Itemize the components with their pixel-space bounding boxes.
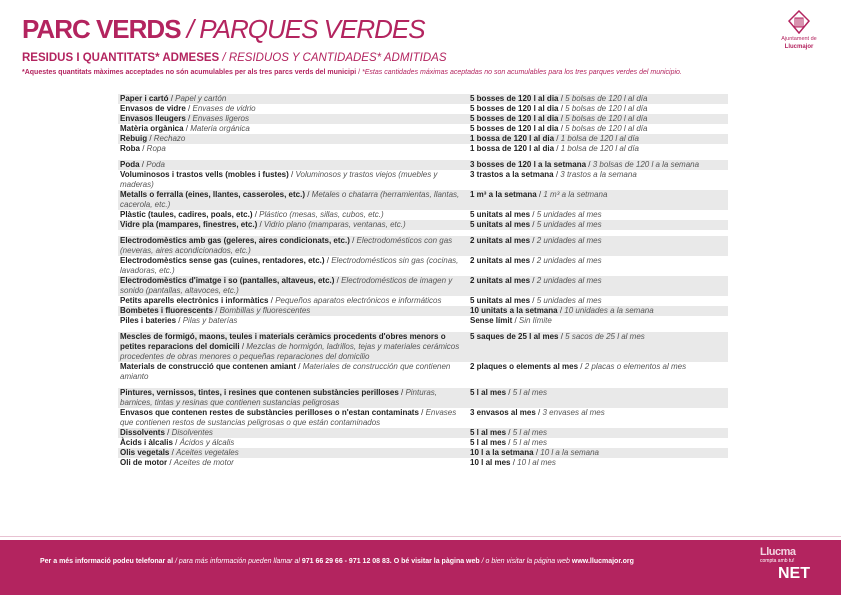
waste-type-spanish: Voluminosos y trastos viejos (muebles y maderas) xyxy=(120,170,438,189)
table-row xyxy=(118,124,728,134)
waste-type-spanish: Aceites de motor xyxy=(173,458,234,467)
waste-type-catalan: Àcids i àlcalis xyxy=(120,438,173,447)
waste-type-catalan: Materials de construcció que contenen amiant xyxy=(120,362,297,371)
quantity-spanish: 5 unidades al mes xyxy=(536,210,602,219)
table-row xyxy=(118,210,728,220)
quantity: 5 unitats al mes / 5 unidades al mes xyxy=(470,296,602,305)
waste-type-catalan: Olis vegetals xyxy=(120,448,170,457)
waste-type-catalan: Petits aparells electrònics i informàtics xyxy=(120,296,269,305)
footer-text-spanish: / para más información pueden llamar al xyxy=(173,558,302,565)
quantity: 3 trastos a la setmana / 3 trastos a la semana xyxy=(470,170,637,179)
quantity-spanish: 3 bolsas de 120 l a la semana xyxy=(592,160,700,169)
waste-type: Roba / Ropa xyxy=(120,144,166,153)
waste-type-catalan: Poda xyxy=(120,160,140,169)
waste-type: Bombetes i fluorescents / Bombillas y fluorescentes xyxy=(120,306,311,315)
title-spanish: PARQUES VERDES xyxy=(199,14,425,44)
waste-type-catalan: Pintures, vernissos, tintes, i resines que contenen substàncies perilloses xyxy=(120,388,399,397)
table-row xyxy=(118,438,728,448)
table-row xyxy=(118,332,728,362)
quantity-catalan: 5 l al mes xyxy=(470,428,507,437)
quantity: 5 l al mes / 5 l al mes xyxy=(470,428,547,437)
quantity-spanish: 10 l al mes xyxy=(517,458,556,467)
table-row xyxy=(118,362,728,382)
table-row xyxy=(118,160,728,170)
waste-type: Àcids i àlcalis / Ácidos y álcalis xyxy=(120,438,235,447)
quantity-catalan: 1 m³ a la setmana xyxy=(470,190,537,199)
waste-type-spanish: Materia orgánica xyxy=(190,124,250,133)
quantity-spanish: 5 l al mes xyxy=(512,428,547,437)
quantity: 5 saques de 25 l al mes / 5 sacos de 25 l al mes xyxy=(470,332,645,341)
waste-type: Poda / Poda xyxy=(120,160,165,169)
waste-type-catalan: Mescles de formigó, maons, teules i materials ceràmics procedents d'obres menors o petites reparacions del domicili xyxy=(120,332,446,351)
waste-type-catalan: Oli de motor xyxy=(120,458,168,467)
quantity-catalan: 2 unitats al mes xyxy=(470,276,531,285)
waste-type-spanish: Materiales de construcción que contienen amianto xyxy=(120,362,451,381)
table-row xyxy=(118,114,728,124)
quantity-spanish: 5 l al mes xyxy=(512,388,547,397)
quantity-catalan: 10 l al mes xyxy=(470,458,511,467)
quantity-catalan: 10 unitats a la setmana xyxy=(470,306,558,315)
waste-type-spanish: Ácidos y álcalis xyxy=(179,438,235,447)
waste-type-spanish: Envases ligeros xyxy=(192,114,249,123)
subtitle-spanish: RESIDUOS Y CANTIDADES* ADMITIDAS xyxy=(228,52,447,64)
waste-type-spanish: Envases que contienen restos de sustancias peligrosas o que están contaminados xyxy=(120,408,457,427)
waste-type-catalan: Envasos de vidre xyxy=(120,104,186,113)
table-row xyxy=(118,276,728,296)
quantity: 5 unitats al mes / 5 unidades al mes xyxy=(470,210,602,219)
quantity-catalan: 5 bosses de 120 l al dia xyxy=(470,114,559,123)
quantity-spanish: 5 unidades al mes xyxy=(536,296,602,305)
coat-of-arms-icon xyxy=(788,10,810,34)
table-row xyxy=(118,134,728,144)
quantity-spanish: 2 unidades al mes xyxy=(536,276,602,285)
quantity: 5 l al mes / 5 l al mes xyxy=(470,388,547,397)
quantity-catalan: 5 l al mes xyxy=(470,438,507,447)
waste-type: Voluminosos i trastos vells (mobles i fustes) / Voluminosos y trastos viejos (muebles y maderas) xyxy=(120,170,438,189)
waste-type-spanish: Rechazo xyxy=(153,134,186,143)
footer xyxy=(0,540,841,595)
waste-type: Envasos que contenen restes de substàncies perilloses o n'estan contaminats / Envases que contienen restos de sustancias peligrosas o que están contaminados xyxy=(120,408,457,427)
waste-group xyxy=(118,388,728,468)
quantity: 5 l al mes / 5 l al mes xyxy=(470,438,547,447)
quantity: Sense límit / Sin límite xyxy=(470,316,552,325)
table-row xyxy=(118,144,728,154)
quantity-catalan: 5 saques de 25 l al mes xyxy=(470,332,559,341)
waste-type-spanish: Envases de vidrio xyxy=(192,104,256,113)
waste-type: Materials de construcció que contenen amiant / Materiales de construcción que contienen amianto xyxy=(120,362,451,381)
footer-phones: 971 66 29 66 - 971 12 08 83. O bé visitar la pàgina web xyxy=(301,558,480,565)
waste-type-spanish: Poda xyxy=(146,160,165,169)
waste-type-spanish: Metales o chatarra (herramientas, llantas, cacerola, etc.) xyxy=(120,190,460,209)
waste-type: Piles i bateries / Pilas y baterías xyxy=(120,316,238,325)
quantity: 2 unitats al mes / 2 unidades al mes xyxy=(470,276,602,285)
quantity-spanish: 3 trastos a la semana xyxy=(560,170,637,179)
waste-type-catalan: Matèria orgànica xyxy=(120,124,184,133)
quantity: 2 unitats al mes / 2 unidades al mes xyxy=(470,236,602,245)
quantity-spanish: 5 bolsas de 120 l al día xyxy=(565,104,648,113)
waste-type-spanish: Disolventes xyxy=(171,428,213,437)
table-row xyxy=(118,296,728,306)
quantity: 5 bosses de 120 l al dia / 5 bolsas de 120 l al día xyxy=(470,114,648,123)
quantity: 2 plaques o elements al mes / 2 placas o elementos al mes xyxy=(470,362,687,371)
waste-type: Vidre pla (mampares, finestres, etc.) / Vidrio plano (mamparas, ventanas, etc.) xyxy=(120,220,406,229)
footer-text-catalan: Per a més informació podeu telefonar al xyxy=(40,558,174,565)
waste-type-spanish: Electrodomésticos con gas (neveras, aires acondicionados, etc.) xyxy=(120,236,453,255)
waste-type: Pintures, vernissos, tintes, i resines que contenen substàncies perilloses / Pinturas, barnices, tintas y resinas que contienen sustancias peligrosas xyxy=(120,388,438,407)
quantity-spanish: 1 m³ a la setmana xyxy=(543,190,608,199)
table-row xyxy=(118,316,728,326)
waste-type: Dissolvents / Disolventes xyxy=(120,428,213,437)
table-row xyxy=(118,190,728,210)
waste-quantities-table xyxy=(118,94,728,474)
quantity-spanish: 5 bolsas de 120 l al día xyxy=(565,124,648,133)
waste-type-catalan: Envasos lleugers xyxy=(120,114,186,123)
waste-type: Envasos lleugers / Envases ligeros xyxy=(120,114,249,123)
waste-type-catalan: Dissolvents xyxy=(120,428,165,437)
quantity-catalan: 1 bossa de 120 l al dia xyxy=(470,144,555,153)
quantity: 5 bosses de 120 l al dia / 5 bolsas de 120 l al día xyxy=(470,94,648,103)
waste-type-catalan: Envasos que contenen restes de substàncies perilloses o n'estan contaminats xyxy=(120,408,419,417)
waste-type-spanish: Pinturas, barnices, tintas y resinas que contienen sustancias peligrosas xyxy=(120,388,438,407)
title-separator: / xyxy=(180,14,200,44)
waste-type-spanish: Aceites vegetales xyxy=(176,448,239,457)
title-catalan: PARC VERDS xyxy=(22,14,181,44)
quantity-spanish: Sin límite xyxy=(518,316,552,325)
quantity-spanish: 5 bolsas de 120 l al día xyxy=(565,114,648,123)
logo-text-line2: Llucmajor xyxy=(784,44,814,50)
table-row xyxy=(118,220,728,230)
waste-type-catalan: Vidre pla (mampares, finestres, etc.) xyxy=(120,220,258,229)
subtitle-separator: / xyxy=(219,52,229,64)
waste-type-catalan: Piles i bateries xyxy=(120,316,177,325)
quantity-catalan: 5 unitats al mes xyxy=(470,296,531,305)
footer-contact-text xyxy=(40,557,634,566)
quantity: 5 unitats al mes / 5 unidades al mes xyxy=(470,220,602,229)
table-row xyxy=(118,256,728,276)
footer-website-link[interactable]: www.llucmajor.org xyxy=(571,558,634,565)
waste-type: Oli de motor / Aceites de motor xyxy=(120,458,234,467)
quantity-spanish: 10 l a la semana xyxy=(540,448,599,457)
quantity-spanish: 1 bolsa de 120 l al día xyxy=(560,144,639,153)
waste-type-spanish: Vidrio plano (mamparas, ventanas, etc.) xyxy=(263,220,406,229)
quantity-catalan: 2 unitats al mes xyxy=(470,256,531,265)
quantity: 3 bosses de 120 l a la setmana / 3 bolsas de 120 l a la semana xyxy=(470,160,700,169)
table-row xyxy=(118,306,728,316)
note-separator: / xyxy=(356,69,363,76)
quantity-catalan: 5 bosses de 120 l al dia xyxy=(470,94,559,103)
quantity: 1 m³ a la setmana / 1 m³ a la setmana xyxy=(470,190,608,199)
waste-type-spanish: Bombillas y fluorescentes xyxy=(219,306,311,315)
quantity-spanish: 5 unidades al mes xyxy=(536,220,602,229)
footer-text2-spanish: / o bien visitar la página web xyxy=(479,558,572,565)
waste-type-spanish: Pilas y baterías xyxy=(182,316,238,325)
note-catalan: *Aquestes quantitats màximes acceptades no són acumulables per als tres parcs verds del municipi xyxy=(22,69,357,76)
llucmanet-logo-line1: Llucma xyxy=(760,546,796,558)
waste-type-catalan: Rebuig xyxy=(120,134,148,143)
ajuntament-logo xyxy=(770,10,828,51)
quantity-spanish: 5 l al mes xyxy=(512,438,547,447)
quantity-catalan: 5 bosses de 120 l al dia xyxy=(470,104,559,113)
llucmanet-logo xyxy=(760,546,810,583)
quantity-catalan: 10 l a la setmana xyxy=(470,448,534,457)
quantity-spanish: 10 unidades a la semana xyxy=(564,306,654,315)
waste-type-catalan: Plàstic (taules, cadires, poals, etc.) xyxy=(120,210,253,219)
waste-type: Electrodomèstics sense gas (cuines, rentadores, etc.) / Electrodomésticos sin gas (cocinas, lavadoras, etc.) xyxy=(120,256,459,275)
quantity-spanish: 1 bolsa de 120 l al día xyxy=(560,134,639,143)
quantity-catalan: Sense límit xyxy=(470,316,513,325)
quantity-catalan: 2 plaques o elements al mes xyxy=(470,362,579,371)
quantity: 2 unitats al mes / 2 unidades al mes xyxy=(470,256,602,265)
table-row xyxy=(118,428,728,438)
table-row xyxy=(118,408,728,428)
waste-type-catalan: Electrodomèstics sense gas (cuines, rentadores, etc.) xyxy=(120,256,325,265)
quantity-catalan: 5 unitats al mes xyxy=(470,220,531,229)
table-row xyxy=(118,236,728,256)
table-row xyxy=(118,170,728,190)
quantity: 5 bosses de 120 l al dia / 5 bolsas de 120 l al día xyxy=(470,124,648,133)
quantity-spanish: 2 unidades al mes xyxy=(536,256,602,265)
llucmanet-logo-line2: compta amb tu! xyxy=(760,558,795,564)
waste-group xyxy=(118,236,728,326)
table-row xyxy=(118,104,728,114)
waste-group xyxy=(118,94,728,154)
quantity-spanish: 5 bolsas de 120 l al día xyxy=(565,94,648,103)
waste-type: Petits aparells electrònics i informàtics / Pequeños aparatos electrónicos e informáticos xyxy=(120,296,442,305)
table-row xyxy=(118,388,728,408)
waste-type-spanish: Electrodomésticos sin gas (cocinas, lavadoras, etc.) xyxy=(120,256,459,275)
waste-type: Rebuig / Rechazo xyxy=(120,134,186,143)
waste-type-spanish: Ropa xyxy=(146,144,166,153)
table-row xyxy=(118,94,728,104)
waste-type-catalan: Paper i cartó xyxy=(120,94,169,103)
quantity-spanish: 5 sacos de 25 l al mes xyxy=(565,332,645,341)
waste-type-catalan: Voluminosos i trastos vells (mobles i fustes) xyxy=(120,170,289,179)
waste-type-spanish: Papel y cartón xyxy=(175,94,227,103)
note-spanish: *Estas cantidades máximas aceptadas no son acumulables para los tres parques verdes del municipio. xyxy=(362,69,682,76)
waste-type-spanish: Mezclas de hormigón, ladrillos, tejas y materiales cerámicos procedentes de obras menores o pequeñas reparaciones del domicilio xyxy=(120,342,460,361)
quantity: 10 unitats a la setmana / 10 unidades a la semana xyxy=(470,306,654,315)
waste-type-catalan: Bombetes i fluorescents xyxy=(120,306,213,315)
quantity-catalan: 5 bosses de 120 l al dia xyxy=(470,124,559,133)
quantity-catalan: 2 unitats al mes xyxy=(470,236,531,245)
llucmanet-logo-line3: NET xyxy=(778,565,810,582)
quantity: 10 l a la setmana / 10 l a la semana xyxy=(470,448,599,457)
quantity-catalan: 3 trastos a la setmana xyxy=(470,170,554,179)
quantity: 1 bossa de 120 l al dia / 1 bolsa de 120 l al día xyxy=(470,134,639,143)
quantity-catalan: 5 unitats al mes xyxy=(470,210,531,219)
quantity: 1 bossa de 120 l al dia / 1 bolsa de 120 l al día xyxy=(470,144,639,153)
footer-divider xyxy=(0,536,841,537)
footnote xyxy=(22,68,682,77)
waste-type: Paper i cartó / Papel y cartón xyxy=(120,94,227,103)
quantity-catalan: 5 l al mes xyxy=(470,388,507,397)
quantity-catalan: 1 bossa de 120 l al dia xyxy=(470,134,555,143)
waste-type-catalan: Roba xyxy=(120,144,140,153)
quantity: 10 l al mes / 10 l al mes xyxy=(470,458,556,467)
quantity-spanish: 3 envases al mes xyxy=(542,408,605,417)
waste-type: Metalls o ferralla (eines, llantes, casseroles, etc.) / Metales o chatarra (herramientas, llantas, cacerola, etc.) xyxy=(120,190,460,209)
waste-type: Electrodomèstics amb gas (geleres, aires condicionats, etc.) / Electrodomésticos con gas (neveras, aires acondicionados, etc.) xyxy=(120,236,453,255)
table-row xyxy=(118,448,728,458)
waste-type: Matèria orgànica / Materia orgánica xyxy=(120,124,250,133)
waste-type-catalan: Electrodomèstics amb gas (geleres, aires condicionats, etc.) xyxy=(120,236,350,245)
waste-type: Olis vegetals / Aceites vegetales xyxy=(120,448,239,457)
quantity: 3 envasos al mes / 3 envases al mes xyxy=(470,408,605,417)
waste-group xyxy=(118,332,728,382)
page-title xyxy=(22,14,425,44)
quantity: 5 bosses de 120 l al dia / 5 bolsas de 120 l al día xyxy=(470,104,648,113)
quantity-catalan: 3 bosses de 120 l a la setmana xyxy=(470,160,587,169)
waste-type-spanish: Plástico (mesas, sillas, cubos, etc.) xyxy=(259,210,384,219)
quantity-spanish: 2 placas o elementos al mes xyxy=(584,362,687,371)
waste-type-spanish: Pequeños aparatos electrónicos e informáticos xyxy=(275,296,442,305)
waste-type-catalan: Metalls o ferralla (eines, llantes, casseroles, etc.) xyxy=(120,190,305,199)
waste-type-catalan: Electrodomèstics d'imatge i so (pantalles, altaveus, etc.) xyxy=(120,276,335,285)
table-row xyxy=(118,458,728,468)
waste-type: Mescles de formigó, maons, teules i materials ceràmics procedents d'obres menors o petites reparacions del domicili / Mezclas de hormigón, ladrillos, tejas y materiales cerámicos procedentes de obras menores o pequeñas reparaciones del domicilio xyxy=(120,332,460,361)
waste-group xyxy=(118,160,728,230)
waste-type: Envasos de vidre / Envases de vidrio xyxy=(120,104,256,113)
logo-text-line1: Ajuntament de xyxy=(781,36,817,42)
waste-type: Electrodomèstics d'imatge i so (pantalles, altaveus, etc.) / Electrodomésticos de imagen y sonido (pantallas, altavoces, etc.) xyxy=(120,276,453,295)
waste-type: Plàstic (taules, cadires, poals, etc.) / Plástico (mesas, sillas, cubos, etc.) xyxy=(120,210,384,219)
page-subtitle xyxy=(22,51,447,65)
quantity-catalan: 3 envasos al mes xyxy=(470,408,536,417)
waste-type-spanish: Electrodomésticos de imagen y sonido (pantallas, altavoces, etc.) xyxy=(120,276,453,295)
subtitle-catalan: RESIDUS I QUANTITATS* ADMESES xyxy=(22,52,220,64)
quantity-spanish: 2 unidades al mes xyxy=(536,236,602,245)
